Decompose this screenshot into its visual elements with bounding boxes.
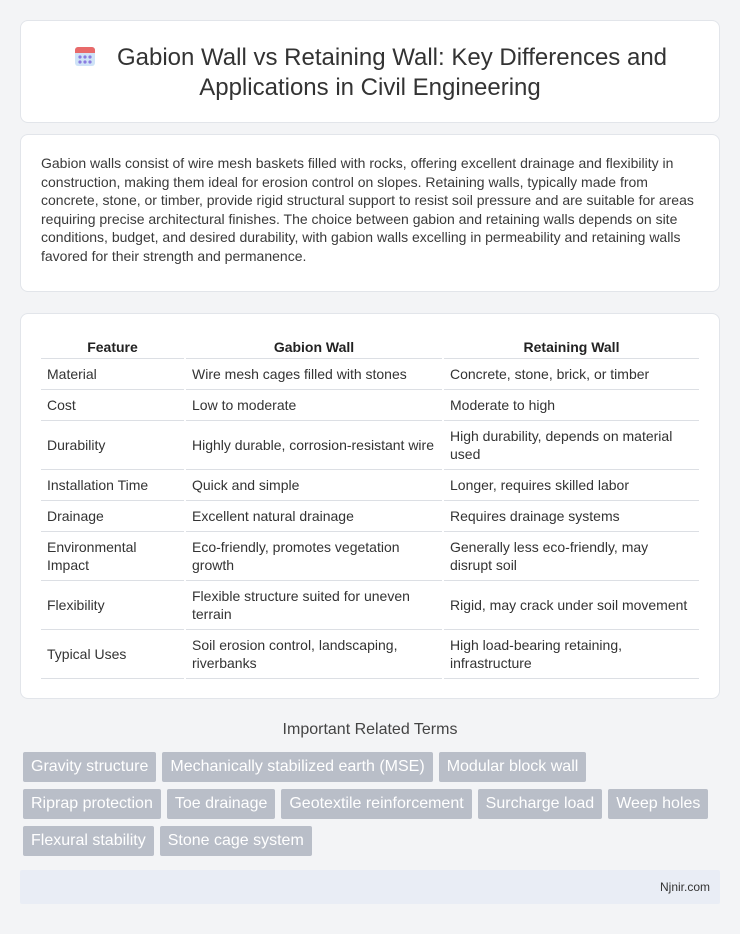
table-row <box>41 390 699 421</box>
row-feature: Typical Uses <box>41 630 185 679</box>
row-feature: Material <box>41 359 185 390</box>
page-title-text: Gabion Wall vs Retaining Wall: Key Differences and Applications in Civil Engineering <box>116 44 668 101</box>
table-row <box>41 501 699 532</box>
row-gabion-value: Quick and simple <box>185 470 443 501</box>
header-retaining-wall: Retaining Wall <box>443 336 699 359</box>
footer-site-name[interactable]: Njnir.com <box>659 880 710 894</box>
tag-geotextile-reinforcement[interactable]: Geotextile reinforcement <box>281 789 471 819</box>
intro-paragraph: Gabion walls consist of wire mesh baskets filled with rocks, offering excellent drainage and flexibility in construction, making them ideal for erosion control on slopes. Retaining walls, typically made from concrete, stone, or timber, provide rigid structural support to resist soil pressure and are suitable for areas requiring precise architectural finishes. The choice between gabion and retaining walls depends on site conditions, budget, and desired durability, with gabion walls excelling in permeability and retaining walls favored for their strength and permanence. <box>41 155 694 264</box>
tag-gravity-structure[interactable]: Gravity structure <box>23 752 156 782</box>
table-row <box>41 581 699 630</box>
tag-toe-drainage[interactable]: Toe drainage <box>167 789 276 819</box>
row-retaining-value: Generally less eco-friendly, may disrupt soil <box>443 532 699 581</box>
table-header-row <box>41 336 699 359</box>
row-gabion-value: Flexible structure suited for uneven terrain <box>185 581 443 630</box>
table-row <box>41 470 699 501</box>
tag-weep-holes[interactable]: Weep holes <box>608 789 708 819</box>
row-feature: Durability <box>41 421 185 470</box>
table-row <box>41 421 699 470</box>
table-row <box>41 630 699 679</box>
row-feature: Environmental Impact <box>41 532 185 581</box>
tag-surcharge-load[interactable]: Surcharge load <box>478 789 603 819</box>
row-gabion-value: Highly durable, corrosion-resistant wire <box>185 421 443 470</box>
row-retaining-value: Longer, requires skilled labor <box>443 470 699 501</box>
related-terms-tags <box>23 752 723 856</box>
tag-modular-block-wall[interactable]: Modular block wall <box>439 752 587 782</box>
row-retaining-value: Rigid, may crack under soil movement <box>443 581 699 630</box>
footer-bar <box>20 870 720 904</box>
page-title <box>40 43 700 103</box>
intro-card <box>20 134 720 292</box>
row-gabion-value: Wire mesh cages filled with stones <box>185 359 443 390</box>
title-wrap <box>21 43 719 103</box>
row-feature: Cost <box>41 390 185 421</box>
table-row <box>41 532 699 581</box>
row-retaining-value: High load-bearing retaining, infrastructure <box>443 630 699 679</box>
tag-riprap-protection[interactable]: Riprap protection <box>23 789 161 819</box>
tag-flexural-stability[interactable]: Flexural stability <box>23 826 154 856</box>
row-retaining-value: Moderate to high <box>443 390 699 421</box>
header-gabion-wall: Gabion Wall <box>185 336 443 359</box>
row-gabion-value: Excellent natural drainage <box>185 501 443 532</box>
row-retaining-value: High durability, depends on material used <box>443 421 699 470</box>
row-feature: Flexibility <box>41 581 185 630</box>
calendar-icon <box>73 44 97 68</box>
comparison-table-card <box>20 313 720 699</box>
header-feature: Feature <box>41 336 185 359</box>
row-retaining-value: Concrete, stone, brick, or timber <box>443 359 699 390</box>
related-terms-title: Important Related Terms <box>282 721 458 738</box>
row-gabion-value: Eco-friendly, promotes vegetation growth <box>185 532 443 581</box>
header-card <box>20 20 720 123</box>
tag-stone-cage-system[interactable]: Stone cage system <box>160 826 312 856</box>
table-row <box>41 359 699 390</box>
row-gabion-value: Soil erosion control, landscaping, riverbanks <box>185 630 443 679</box>
comparison-table <box>41 336 699 679</box>
tag-mse[interactable]: Mechanically stabilized earth (MSE) <box>162 752 432 782</box>
row-gabion-value: Low to moderate <box>185 390 443 421</box>
row-retaining-value: Requires drainage systems <box>443 501 699 532</box>
row-feature: Drainage <box>41 501 185 532</box>
row-feature: Installation Time <box>41 470 185 501</box>
